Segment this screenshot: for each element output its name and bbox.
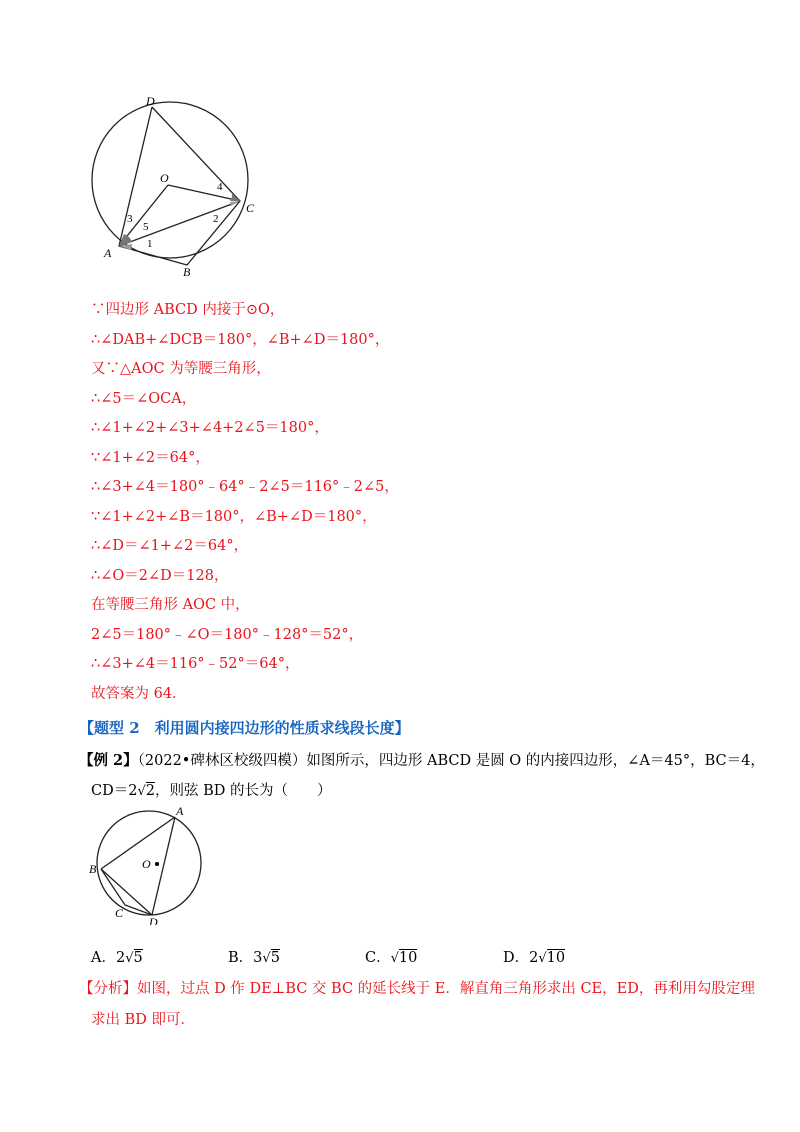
solution-line-12: 2∠5＝180°﹣∠O＝180°﹣128°＝52°， [91, 627, 364, 643]
label-A: A [104, 246, 112, 260]
fig2-label-O: O [142, 857, 151, 871]
analysis-line-1: 【分析】如图，过点 D 作 DE⊥BC 交 BC 的延长线于 E．解直角三角形求出 CE，ED，再利用勾股定理 [79, 981, 755, 997]
solution-line-2: ∴∠DAB+∠DCB＝180°，∠B+∠D＝180°， [91, 332, 390, 348]
analysis-line-2: 求出 BD 即可． [91, 1012, 195, 1028]
cd-prefix: CD＝2 [91, 783, 138, 799]
fig2-label-C: C [115, 906, 124, 920]
fig2-label-D: D [149, 915, 158, 925]
fig2-label-A: A [176, 805, 184, 818]
solution-line-10: ∴∠O＝2∠D＝128， [91, 568, 229, 584]
radical-sign: √ [137, 784, 146, 799]
option-d[interactable] [503, 946, 565, 967]
solution-line-13: ∴∠3+∠4＝116°﹣52°＝64°， [91, 656, 300, 672]
example-text2: ，则弦 BD 的长为（ ） [154, 783, 332, 799]
label-angle-5: 5 [143, 221, 149, 233]
answer-line: 故答案为 64． [91, 686, 187, 702]
option-b-coef: 3 [253, 950, 263, 966]
solution-line-11: 在等腰三角形 AOC 中， [91, 597, 250, 613]
figure-example-2 [86, 805, 216, 929]
radical-sign: √ [125, 951, 134, 966]
label-O: O [160, 171, 169, 185]
figure1-svg [80, 85, 260, 280]
option-a[interactable] [91, 946, 143, 967]
option-c[interactable] [365, 946, 417, 967]
example-tag: 【例 2】 [79, 752, 138, 769]
solution-line-8: ∵∠1+∠2+∠B＝180°，∠B+∠D＝180°， [91, 509, 377, 525]
option-b-radicand: 5 [270, 950, 280, 966]
option-d-coef: 2 [529, 950, 539, 966]
solution-line-5: ∴∠1+∠2+∠3+∠4+2∠5＝180°， [91, 420, 329, 436]
label-C: C [246, 201, 255, 215]
fig2-label-B: B [89, 862, 97, 876]
solution-line-4: ∴∠5＝∠OCA， [91, 391, 197, 407]
figure2-svg [86, 805, 216, 925]
solution-line-1: ∵四边形 ABCD 内接于⊙O， [91, 302, 285, 318]
example-text1: 如图所示，四边形 ABCD 是圆 O 的内接四边形，∠A＝45°，BC＝4， [306, 753, 765, 769]
radical-sign: √ [538, 951, 547, 966]
section-heading: 【题型 2 利用圆内接四边形的性质求线段长度】 [79, 719, 410, 737]
figure-cyclic-quadrilateral [80, 85, 260, 284]
example-line-2 [91, 779, 331, 800]
radical-sign: √ [262, 951, 271, 966]
option-c-radicand: 10 [398, 950, 418, 966]
label-B: B [183, 265, 191, 279]
option-c-letter: C． [365, 950, 391, 966]
example-source: （2022•碑林区校级四模） [137, 753, 307, 769]
solution-line-7: ∴∠3+∠4＝180°﹣64°﹣2∠5＝116°﹣2∠5， [91, 479, 399, 495]
cd-radicand: 2 [145, 783, 155, 799]
option-a-coef: 2 [115, 950, 126, 966]
solution-line-6: ∵∠1+∠2＝64°， [91, 450, 210, 466]
label-angle-3: 3 [127, 213, 133, 225]
label-D: D [146, 94, 155, 108]
option-d-radicand: 10 [546, 950, 566, 966]
example-line-1 [79, 749, 765, 770]
solution-line-9: ∴∠D＝∠1+∠2＝64°， [91, 538, 249, 554]
option-b-letter: B． [228, 950, 254, 966]
solution-line-3: 又∵△AOC 为等腰三角形， [91, 361, 271, 377]
option-a-letter: A． [91, 950, 116, 966]
label-angle-4: 4 [217, 181, 223, 193]
option-d-letter: D． [503, 950, 530, 966]
label-angle-2: 2 [213, 213, 219, 225]
radical-sign: √ [390, 951, 399, 966]
option-b[interactable] [228, 946, 280, 967]
option-a-radicand: 5 [133, 950, 143, 966]
label-angle-1: 1 [147, 238, 153, 250]
